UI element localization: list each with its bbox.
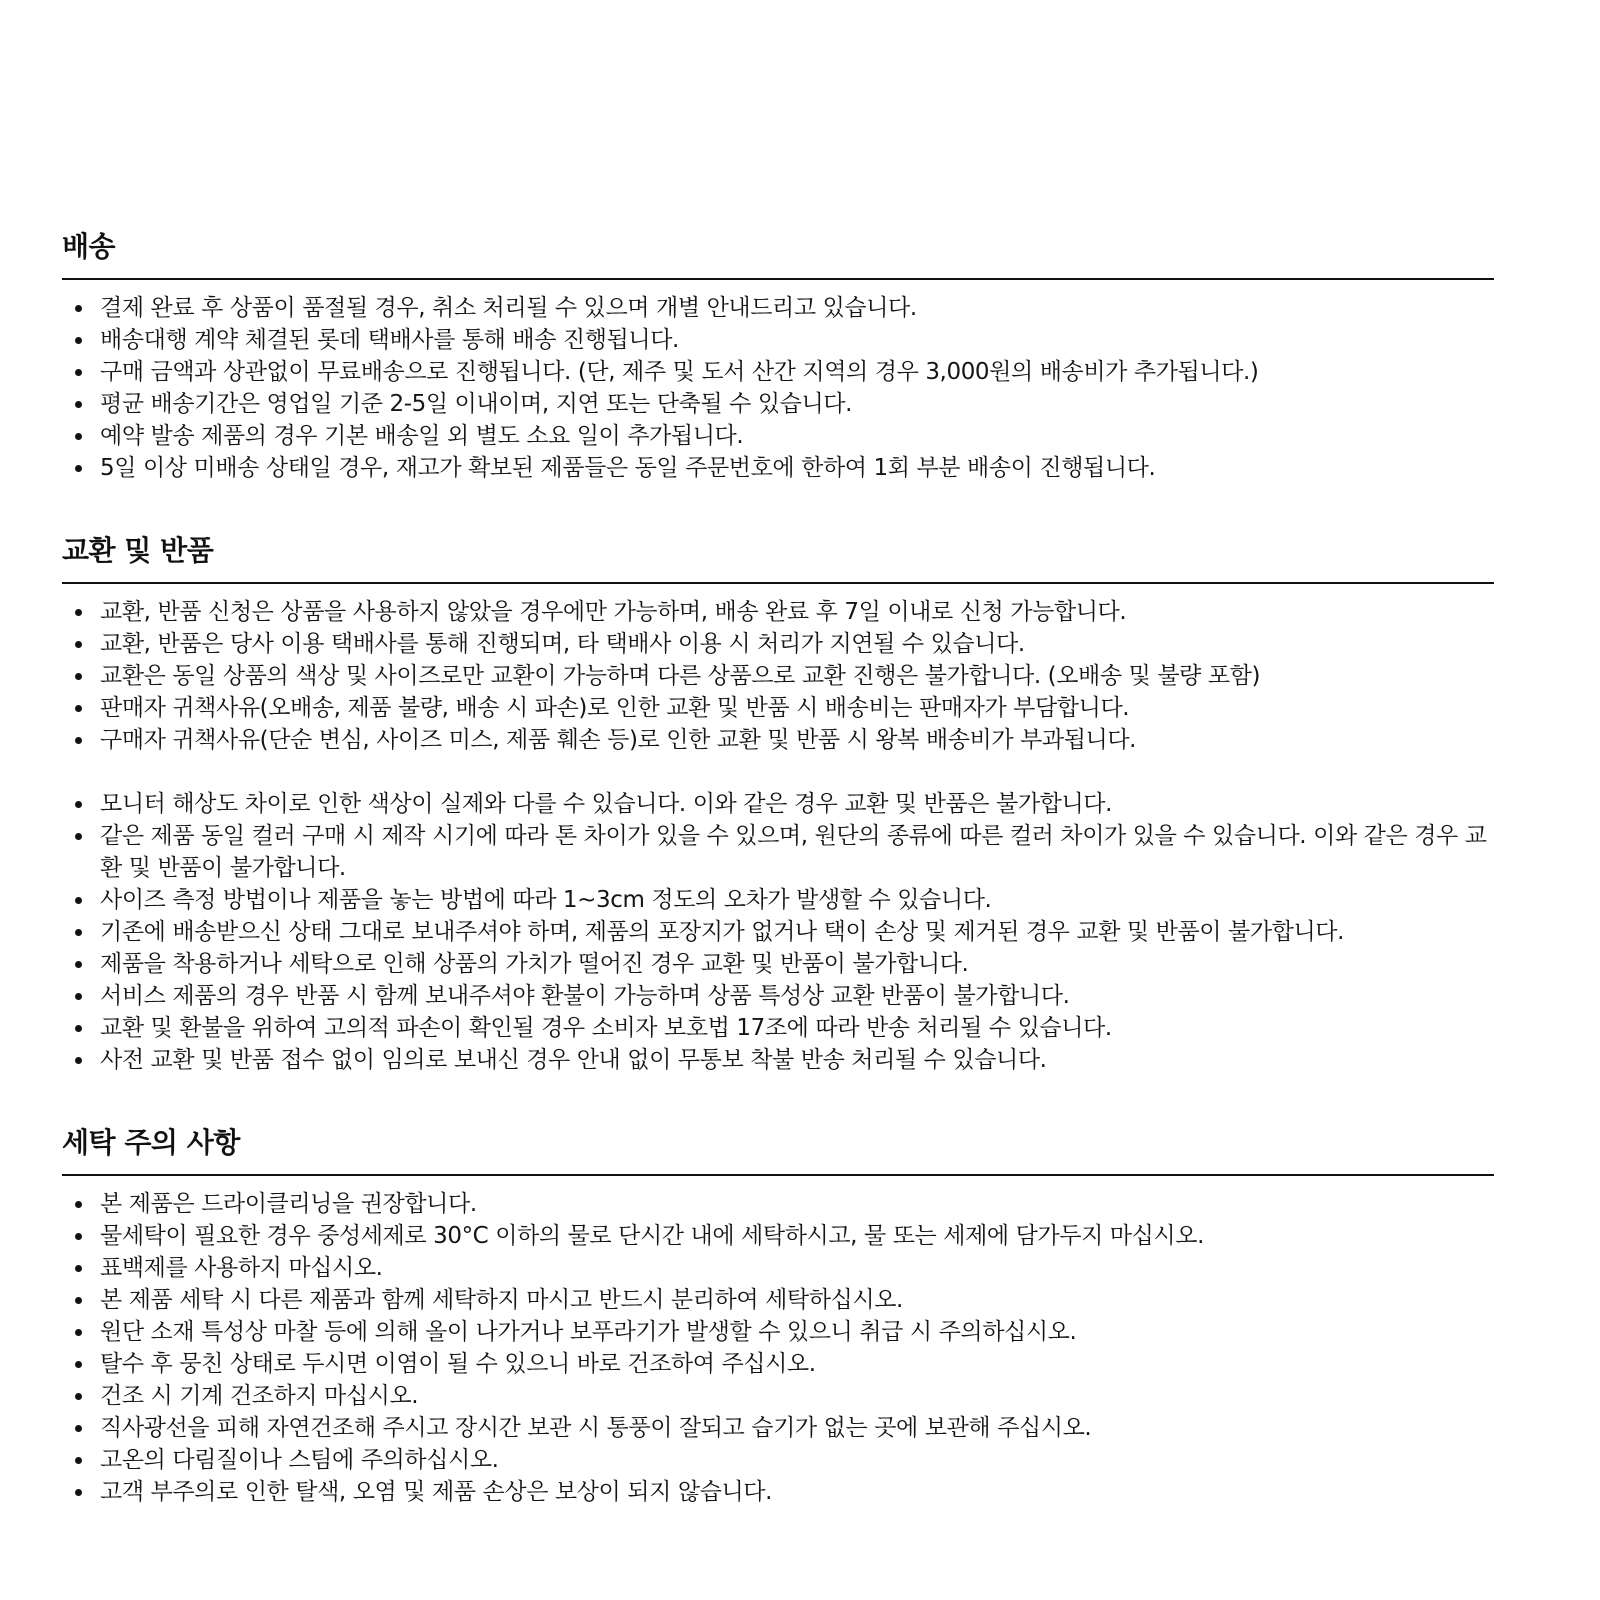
- list-item: 교환 및 환불을 위하여 고의적 파손이 확인될 경우 소비자 보호법 17조에 따라 반송 처리될 수 있습니다.: [62, 1012, 1494, 1044]
- exchange-return-section: [62, 530, 1494, 1076]
- list-item: 기존에 배송받으신 상태 그대로 보내주셔야 하며, 제품의 포장지가 없거나 택이 손상 및 제거된 경우 교환 및 반품이 불가합니다.: [62, 916, 1494, 948]
- list-item: 평균 배송기간은 영업일 기준 2-5일 이내이며, 지연 또는 단축될 수 있습니다.: [62, 388, 1494, 420]
- list-item: 고온의 다림질이나 스팀에 주의하십시오.: [62, 1444, 1494, 1476]
- list-item: 물세탁이 필요한 경우 중성세제로 30°C 이하의 물로 단시간 내에 세탁하시고, 물 또는 세제에 담가두지 마십시오.: [62, 1220, 1494, 1252]
- list-item: 같은 제품 동일 컬러 구매 시 제작 시기에 따라 톤 차이가 있을 수 있으며, 원단의 종류에 따른 컬러 차이가 있을 수 있습니다. 이와 같은 경우 교환 및 반품이 불가합니다.: [62, 820, 1494, 884]
- list-item: 판매자 귀책사유(오배송, 제품 불량, 배송 시 파손)로 인한 교환 및 반품 시 배송비는 판매자가 부담합니다.: [62, 692, 1494, 724]
- list-item: 예약 발송 제품의 경우 기본 배송일 외 별도 소요 일이 추가됩니다.: [62, 420, 1494, 452]
- list-item: 교환, 반품은 당사 이용 택배사를 통해 진행되며, 타 택배사 이용 시 처리가 지연될 수 있습니다.: [62, 628, 1494, 660]
- washing-care-section: [62, 1122, 1494, 1508]
- list-item: 서비스 제품의 경우 반품 시 함께 보내주셔야 환불이 가능하며 상품 특성상 교환 반품이 불가합니다.: [62, 980, 1494, 1012]
- section-title-washing-care: 세탁 주의 사항: [62, 1122, 1494, 1176]
- shipping-list: [62, 292, 1494, 484]
- list-item: 직사광선을 피해 자연건조해 주시고 장시간 보관 시 통풍이 잘되고 습기가 없는 곳에 보관해 주십시오.: [62, 1412, 1494, 1444]
- shipping-section: [62, 226, 1494, 484]
- list-item: 탈수 후 뭉친 상태로 두시면 이염이 될 수 있으니 바로 건조하여 주십시오.: [62, 1348, 1494, 1380]
- list-item: 사이즈 측정 방법이나 제품을 놓는 방법에 따라 1~3cm 정도의 오차가 발생할 수 있습니다.: [62, 884, 1494, 916]
- list-item: 교환, 반품 신청은 상품을 사용하지 않았을 경우에만 가능하며, 배송 완료 후 7일 이내로 신청 가능합니다.: [62, 596, 1494, 628]
- section-title-shipping: 배송: [62, 226, 1494, 280]
- product-info-content: [62, 226, 1494, 1508]
- list-item: 교환은 동일 상품의 색상 및 사이즈로만 교환이 가능하며 다른 상품으로 교환 진행은 불가합니다. (오배송 및 불량 포함): [62, 660, 1494, 692]
- list-item: 사전 교환 및 반품 접수 없이 임의로 보내신 경우 안내 없이 무통보 착불 반송 처리될 수 있습니다.: [62, 1044, 1494, 1076]
- list-item: 제품을 착용하거나 세탁으로 인해 상품의 가치가 떨어진 경우 교환 및 반품이 불가합니다.: [62, 948, 1494, 980]
- list-item: 본 제품 세탁 시 다른 제품과 함께 세탁하지 마시고 반드시 분리하여 세탁하십시오.: [62, 1284, 1494, 1316]
- section-title-exchange-return: 교환 및 반품: [62, 530, 1494, 584]
- list-item: 구매자 귀책사유(단순 변심, 사이즈 미스, 제품 훼손 등)로 인한 교환 및 반품 시 왕복 배송비가 부과됩니다.: [62, 724, 1494, 756]
- list-item: 결제 완료 후 상품이 품절될 경우, 취소 처리될 수 있으며 개별 안내드리고 있습니다.: [62, 292, 1494, 324]
- list-item: 5일 이상 미배송 상태일 경우, 재고가 확보된 제품들은 동일 주문번호에 한하여 1회 부분 배송이 진행됩니다.: [62, 452, 1494, 484]
- list-item: 원단 소재 특성상 마찰 등에 의해 올이 나가거나 보푸라기가 발생할 수 있으니 취급 시 주의하십시오.: [62, 1316, 1494, 1348]
- list-item: 모니터 해상도 차이로 인한 색상이 실제와 다를 수 있습니다. 이와 같은 경우 교환 및 반품은 불가합니다.: [62, 788, 1494, 820]
- list-item: 배송대행 계약 체결된 롯데 택배사를 통해 배송 진행됩니다.: [62, 324, 1494, 356]
- exchange-return-list: [62, 596, 1494, 756]
- list-item: 표백제를 사용하지 마십시오.: [62, 1252, 1494, 1284]
- list-item: 건조 시 기계 건조하지 마십시오.: [62, 1380, 1494, 1412]
- exchange-return-notes-list: [62, 788, 1494, 1076]
- list-item: 본 제품은 드라이클리닝을 권장합니다.: [62, 1188, 1494, 1220]
- washing-care-list: [62, 1188, 1494, 1508]
- list-item: 고객 부주의로 인한 탈색, 오염 및 제품 손상은 보상이 되지 않습니다.: [62, 1476, 1494, 1508]
- list-item: 구매 금액과 상관없이 무료배송으로 진행됩니다. (단, 제주 및 도서 산간 지역의 경우 3,000원의 배송비가 추가됩니다.): [62, 356, 1494, 388]
